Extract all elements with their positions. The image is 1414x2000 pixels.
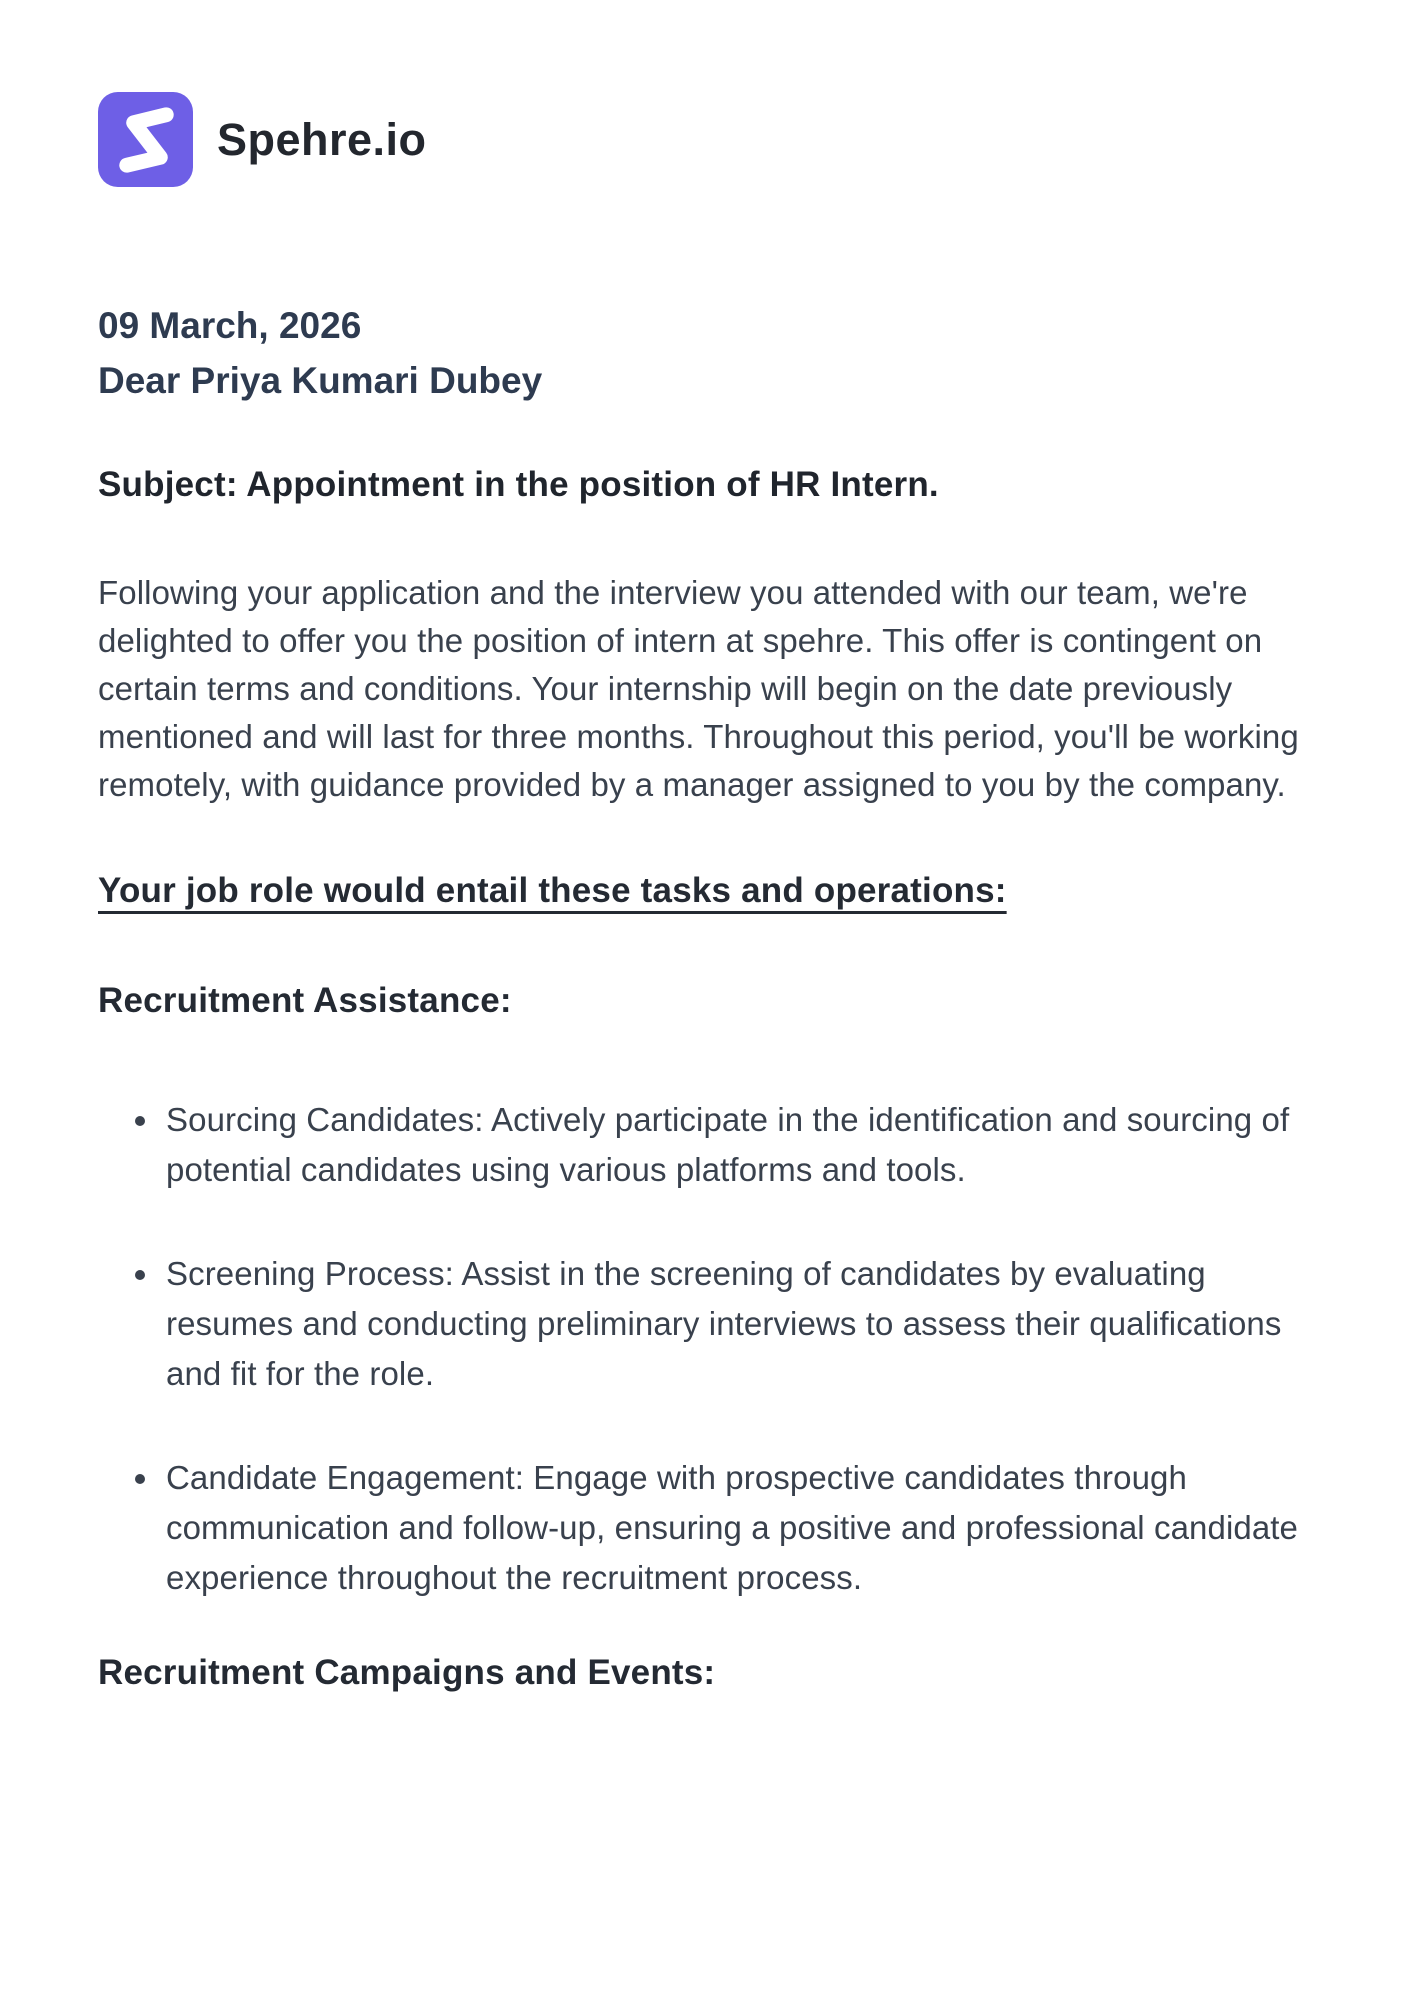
subject-line: Subject: Appointment in the position of HR Intern. bbox=[98, 464, 939, 504]
brand-header bbox=[98, 92, 1326, 187]
date-greeting-block bbox=[98, 299, 1326, 409]
recruitment-assistance-heading: Recruitment Assistance: bbox=[98, 980, 512, 1020]
recruitment-campaigns-heading: Recruitment Campaigns and Events: bbox=[98, 1652, 716, 1692]
letter-greeting: Dear Priya Kumari Dubey bbox=[98, 359, 543, 401]
brand-name: Spehre.io bbox=[217, 113, 427, 165]
intro-paragraph: Following your application and the interview you attended with our team, we're delighted to offer you the position of intern at spehre. This offer is contingent on certain terms and conditions. Your internship will begin on the date previously mentioned and will last for three months. Throughout this period, you'll be working remotely, with guidance provided by a manager assigned to you by the company. bbox=[98, 573, 1299, 803]
bullet-candidate-engagement: • Candidate Engagement: Engage with prospective candidates through communication and follow-up, ensuring a positive and professional candidate experience throughout the recruitment process. bbox=[162, 1453, 1326, 1603]
bullet-screening-process: • Screening Process: Assist in the screening of candidates by evaluating resumes and conducting preliminary interviews to assess their qualifications and fit for the role. bbox=[162, 1249, 1326, 1399]
bullet-sourcing-candidates: • Sourcing Candidates: Actively participate in the identification and sourcing of potential candidates using various platforms and tools. bbox=[162, 1095, 1326, 1195]
letter-date: 09 March, 2026 bbox=[98, 305, 362, 346]
task-bullet-list bbox=[98, 1095, 1326, 1603]
spehre-logo-icon bbox=[98, 92, 193, 187]
tasks-section-heading: Your job role would entail these tasks and operations: bbox=[98, 870, 1007, 910]
